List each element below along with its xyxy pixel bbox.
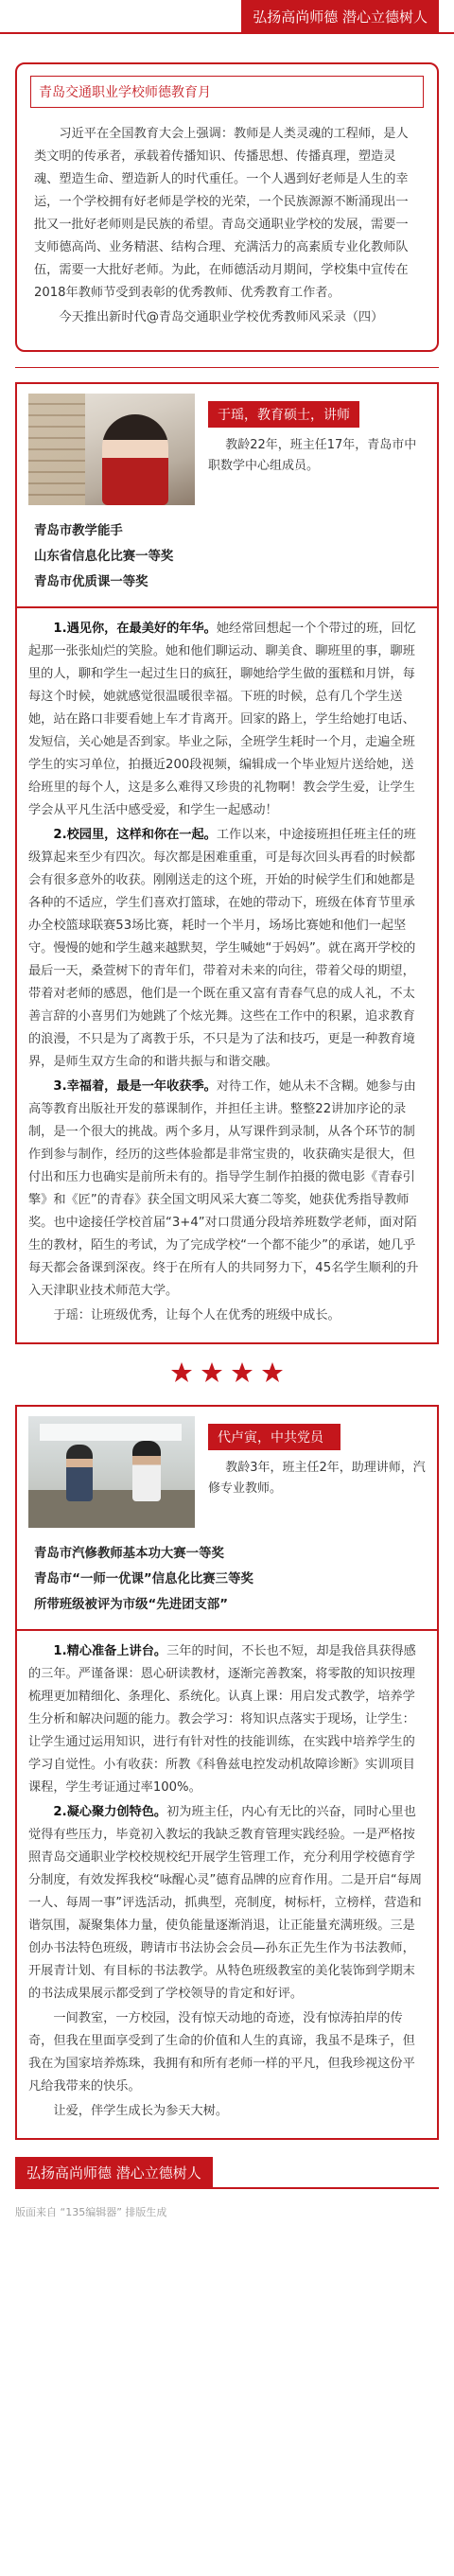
teacher-name-tag: 代卢寅，中共党员 — [208, 1424, 340, 1450]
story-paragraph — [28, 1076, 426, 1303]
honor-item: 青岛市“一师一优课”信息化比赛三等奖 — [34, 1572, 253, 1586]
honors-list — [28, 1541, 426, 1618]
intro-paragraph: 今天推出新时代@青岛交通职业学校优秀教师风采录（四） — [59, 310, 384, 324]
teacher-photo — [28, 1416, 195, 1528]
intro-paragraph: 习近平在全国教育大会上强调：教师是人类灵魂的工程师，是人类文明的传承者，承载着传播知识、传播思想、传播真理，塑造灵魂、塑造生命、塑造新人的时代重任。一个人遇到好老师是人生的幸运，一个学校拥有好老师是学校的光荣，一个民族源源不断涌现出一批又一批好老师则是民族的希望。青岛交通职业学校的发展，需要一支师德高尚、业务精湛、结构合理、充满活力的高素质专业化教师队伍，需要一大批好老师。为此，在师德活动月期间，学校集中宣传在2018年教师节受到表彰的优秀教师、优秀教育工作者。 — [34, 127, 409, 300]
story-paragraph — [28, 824, 426, 1074]
teacher-bio: 教龄22年，班主任17年，青岛市中职数学中心组成员。 — [208, 438, 417, 473]
paragraph-lead: 1.遇见你，在最美好的年华。 — [53, 622, 217, 636]
intro-text — [30, 117, 424, 335]
intro-frame — [15, 62, 439, 352]
divider — [15, 367, 439, 377]
story-paragraph — [28, 1801, 426, 2006]
teacher-info — [208, 394, 426, 477]
paragraph-lead: 3.幸福着，最是一年收获季。 — [53, 1079, 217, 1094]
paragraph-lead: 1.精心准备上讲台。 — [53, 1644, 167, 1658]
paragraph-text: 对待工作，她从未不含糊。她参与由高等教育出版社开发的慕课制作，并担任主讲。整整22讲加序论的录制，是一个很大的挑战。两个多月，从写课件到录制，从各个环节的制作到参与制作，经历的这些体验都是非常宝贵的，收获确实是很大，但付出和压力也确实是前所未有的。指导学生制作拍摄的微电影《青春引擎》和《匠”的青春》获全国文明风采大赛二等奖，她获优秀指导教师奖。也中途接任学校首届“3+4”对口贯通分段培养班数学老师，面对陌生的教材，陌生的考试，为了完成学校“一个都不能少”的承诺，她几乎每天都会备课到深夜。终于在所有人的共同努力下，45名学生顺利的升入天津职业技术师范大学。 — [28, 1079, 419, 1298]
bottom-rule — [15, 2187, 439, 2189]
star-icon — [201, 1361, 223, 1384]
bottom-badge: 弘扬高尚师德 潜心立德树人 — [15, 2157, 213, 2189]
paragraph-text: 她经常回想起一个个带过的班，回忆起那一张张灿烂的笑脸。她和他们聊运动、聊美食、聊班里的事，聊班里的人，聊和学生一起过生日的疯狂，聊她给学生做的蛋糕和月饼，每每这个时候，她就感觉很温暖很幸福。下班的时候，总有几个学生送她，站在路口非要看她上车才肯离开。回家的路上，学生给她打电话、发短信，关心她是否到家。毕业之际，全班学生耗时一个月，走遍全班学生的实习单位，拍摄近200段视频，编辑成一个毕业短片送给她，送给班里的每个人，这是多么难得又珍贵的礼物啊！教会学生爱，让学生学会从平凡生活中感受爱，和学生一起感动！ — [28, 622, 416, 817]
honor-item: 所带班级被评为市级“先进团支部” — [34, 1598, 229, 1612]
paragraph-text: 工作以来，中途接班担任班主任的班级算起来至少有四次。每次都是困难重重，可是每次回头再看的时候都会有很多意外的收获。刚刚送走的这个班，开始的时候学生们和她都是各种的不适应，学生们喜欢打篮球，在她的带动下，班级在体育节里承办全校篮球联赛53场比赛，耗时一个半月，场场比赛她和他们一起坚守。慢慢的她和学生越来越默契，学生喊她“于妈妈”。就在离开学校的最后一天，桑萱树下的青年们，带着对未来的向往，带着父母的期望，带着对老师的感恩，他们是一个既在重又富有青春气息的成人礼，不太善言辞的小喜男们为她跳了个炫光舞。这些在工作中的积累，追求教育的浪漫，不只是为了离教于乐，不只是为了法和技巧，更是一种教育境界，是师生双方生命的和谐共振与和谐交融。 — [28, 828, 416, 1069]
paragraph-text: 初为班主任，内心有无比的兴奋，同时心里也觉得有些压力，毕竟初入教坛的我缺乏教育管理实践经验。一是严格按照青岛交通职业学校校规校纪开展学生管理工作，充分利用学校德育学分制度，有效发挥我校“咏醒心灵”德育品牌的应育作用。二是开启“每周一人、每周一事”评选活动，抓典型，亮制度，树标杆，立榜样，营造和谐氛围，凝聚集体力量，使负能量逐渐消退，让正能量充满班级。三是创办书法特色班级，聘请市书法协会会员—孙东正先生作为书法教师，开展青计划、有目标的书法教学。从特色班级教室的美化装饰到学期末的书法成果展示都受到了学校领导的肯定和好评。 — [28, 1805, 423, 2001]
teacher-info — [208, 1416, 426, 1499]
teacher-card-dai-luyin — [15, 1405, 439, 2140]
paragraph-text: 于瑶：让班级优秀，让每个人在优秀的班级中成长。 — [53, 1308, 340, 1323]
teacher-photo — [28, 394, 195, 505]
paragraph-lead: 2.校园里，这样和你在一起。 — [53, 828, 217, 842]
honor-item: 青岛市教学能手 — [34, 524, 123, 538]
section-divider — [17, 606, 437, 608]
top-banner — [0, 0, 454, 62]
top-badge: 弘扬高尚师德 潜心立德树人 — [241, 0, 439, 34]
star-icon — [261, 1361, 284, 1384]
story-paragraph — [28, 618, 426, 822]
teacher-name-tag: 于瑶，教育硕士，讲师 — [208, 401, 359, 428]
star-icon — [170, 1361, 193, 1384]
bottom-banner — [15, 2157, 439, 2189]
paragraph-text: 三年的时间，不长也不短，却是我倍具获得感的三年。严谨备课：恩心研读教材，逐渐完善教案，将零散的知识按理梳理更加精细化、条理化、系统化。认真上课：用启发式教学，培养学生分析和解决问题的能力。教会学习：将知识点落实于现场，让学生：让学生通过运用知识，进行有针对性的技能训练，在实践中培养学生的学习自觉性。小有收获：所教《科鲁兹电控发动机故障诊断》实训项目课程，学生考证通过率100%。 — [28, 1644, 416, 1795]
story-paragraph — [28, 1640, 426, 1799]
section-divider — [17, 1629, 437, 1631]
teacher-header — [28, 394, 426, 505]
teacher-bio: 教龄3年，班主任2年，助理讲师，汽修专业教师。 — [208, 1461, 426, 1496]
honor-item: 山东省信息化比赛一等奖 — [34, 550, 174, 564]
honor-item: 青岛市汽修教师基本功大赛一等奖 — [34, 1547, 224, 1561]
paragraph-lead: 2.凝心聚力创特色。 — [53, 1805, 167, 1819]
paragraph-text: 一间教室，一方校园，没有惊天动地的奇迹，没有惊涛拍岸的传奇，但我在里面享受到了生命的价值和人生的真谛，我虽不是珠子，但我在为国家培养炼珠，我拥有和所有老师一样的平凡，但我珍视这份平凡给我带来的快乐。 — [28, 2011, 415, 2094]
star-divider — [0, 1361, 454, 1392]
honors-list — [28, 518, 426, 595]
footer-note: 版面来自 “135编辑器” 排版生成 — [15, 2206, 167, 2218]
article-title: 青岛交通职业学校师德教育月 — [39, 85, 211, 100]
title-box — [30, 76, 424, 108]
star-icon — [231, 1361, 253, 1384]
teacher-card-yu-yao — [15, 382, 439, 1344]
closing-quote — [28, 2100, 426, 2123]
honor-item: 青岛市优质课一等奖 — [34, 575, 148, 589]
story-paragraph — [28, 2007, 426, 2098]
paragraph-text: 让爱，伴学生成长为参天大树。 — [53, 2104, 229, 2118]
teacher-header — [28, 1416, 426, 1528]
closing-quote — [28, 1305, 426, 1327]
